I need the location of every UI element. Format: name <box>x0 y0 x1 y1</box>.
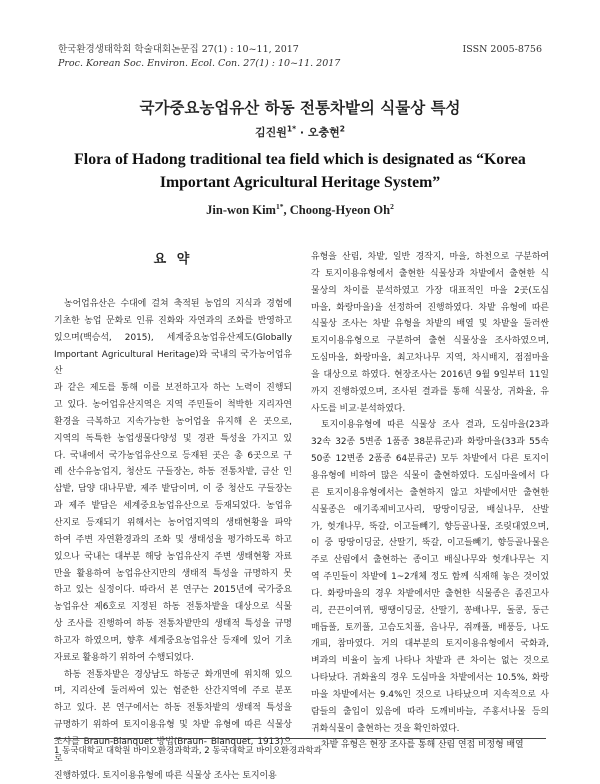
abstract-line: 있으나 국내는 대부분 해당 농업유산지 주변 생태현황 자료 <box>54 551 292 562</box>
abstract-line: 하고 있다. 본 연구에서는 하동 전통차밭의 생태적 특성을 <box>54 703 292 714</box>
abstract-line: 도심마을, 화랑마을, 최고차나무 지역, 차시배지, 점점마을 <box>311 353 549 364</box>
abstract-line: Important Agricultural Heritage)와 국내의 국가농어업유산 <box>54 349 292 377</box>
author-1-en-affil: 1* <box>275 201 284 211</box>
abstract-line: 진행하였다. 토지이용유형에 따른 식물상 조사는 토지이용 <box>54 770 277 781</box>
abstract-line: 물상의 차이를 분석하였고 가장 대표적인 마을 2곳(도심 <box>311 285 549 296</box>
abstract-right-column <box>311 249 549 754</box>
author-2-en: Choong-Hyeon Oh <box>289 203 391 217</box>
author-separator: · <box>296 126 308 139</box>
abstract-line: 산지로 등재되기 위해서는 농어업지역의 생태현황을 파악 <box>54 517 292 528</box>
abstract-line: 리, 끈끈이여뀌, 땡땡이딩굴, 산딸기, 꽁배나무, 돌콩, 둥근 <box>311 605 549 616</box>
author-2-ko: 오충현 <box>307 126 340 139</box>
abstract-line: 과 제주 밭담은 세계중요농업유산으로 등재되었다. 농업유 <box>54 501 292 512</box>
journal-citation-ko: 한국환경생태학회 학술대회논문집 27(1) : 10~11, 2017 <box>58 44 299 55</box>
abstract-line: 마을, 화랑마을)을 선정하여 진행하였다. 차밭 유형에 따른 <box>311 302 549 313</box>
abstract-line: 50종 12변종 2품종 64분류군) 모두 차밭에서 다른 토지이 <box>311 454 549 465</box>
abstract-line: 토지이용유형에 따른 식물상 조사 결과, 도심마을(23과 <box>321 420 549 431</box>
author-1-en: Jin-won Kim <box>206 203 276 217</box>
abstract-line: 귀화식물이 출현하는 것을 확인하였다. <box>311 723 460 734</box>
abstract-line: 농업유산 제6호로 지정된 하동 전통차밭을 대상으로 식물 <box>54 602 292 613</box>
abstract-line: 례 산수유농업지, 청산도 구들장논, 하동 전통차밭, 금산 인 <box>54 467 292 478</box>
abstract-line: 토지이용유형으로 구분하여 출현 식물상을 조사하였으며, <box>311 336 549 347</box>
abstract-line: 하여 주변 자연환경과의 조화 및 생태성을 평가하도록 하고 <box>54 534 292 545</box>
abstract-line: 다. 화랑마을의 경우 차밭에서만 출현한 식물종은 좀진고사 <box>311 588 549 599</box>
abstract-line: 지역의 독특한 농업생물다양성 및 경관 특성을 가지고 있 <box>54 433 292 444</box>
abstract-line: 다. 국내에서 국가농업유산으로 등재된 곳은 총 6곳으로 구 <box>54 450 292 461</box>
abstract-line: 유형을 산림, 차밭, 일반 경작지, 마을, 하천으로 구분하여 <box>311 252 549 262</box>
abstract-line: 벼과의 비율이 높게 나타나 차밭과 큰 차이는 없는 것으로 <box>311 656 549 667</box>
abstract-line: 농어업유산은 수대에 걸쳐 축적된 농업의 지식과 경험에 <box>64 299 292 309</box>
abstract-line: 삼밭, 담양 대나무밭, 제주 밭담이며, 이 중 청산도 구들장논 <box>54 484 292 495</box>
authors-en <box>0 203 600 218</box>
footnote-affiliations: 1 동국대학교 대학원 바이오환경과학과, 2 동국대학교 바이오환경과학과 <box>54 746 322 756</box>
abstract-line: 32속 32종 5변종 1품종 38분류군)과 화랑마을(33과 55속 <box>311 437 549 448</box>
abstract-line: 역 주민들이 차밭에 1~2개체 정도 함께 식재해 놓은 것이었 <box>311 572 549 583</box>
abstract-line: 고 있다. 농어업유산지역은 지역 주민들이 척박한 지리자연 <box>54 400 292 411</box>
abstract-line: 하동 전통차밭은 경상남도 하동군 화개면에 위치해 있으 <box>64 669 292 680</box>
abstract-line: 나타났다. 귀화율의 경우 도심마을 차밭에서는 10.5%, 화랑 <box>311 673 549 684</box>
abstract-line: 자료로 활용하기 위하여 수행되었다. <box>54 652 194 663</box>
abstract-line: 개피, 참마였다. 거의 대부분의 토지이용유형에서 국화과, <box>311 639 549 650</box>
abstract-line: 하고자 하였으며, 향후 세계중요농업유산 등재에 있어 기초 <box>54 635 292 646</box>
abstract-line: 상 조사를 진행하여 하동 전통차밭만의 생태적 특성을 규명 <box>54 619 292 630</box>
abstract-line: 각 토지이용유형에서 출현한 식물상과 차밭에서 출현한 식 <box>311 268 549 279</box>
abstract-line: 차밭 유형은 현장 조사를 통해 산림 연접 비정형 배열 <box>321 740 524 751</box>
abstract-line: 용유형에 비하여 많은 식물이 출현하였다. 도심마을에서 다 <box>311 470 549 481</box>
author-2-en-affil: 2 <box>390 201 394 211</box>
author-separator-en: , <box>283 203 290 217</box>
abstract-line: 주로 산림에서 출현하는 종이고 배실나무와 헛개나무는 지 <box>311 555 549 566</box>
abstract-line: 사도를 비교·분석하였다. <box>311 403 406 414</box>
abstract-line: 을 대상으로 하였다. 현장조사는 2016년 9월 9일부터 11일 <box>311 369 549 380</box>
abstract-line: 만을 활용하여 농업유산지만의 생태적 특성을 규명하지 못 <box>54 568 292 579</box>
abstract-line: 까지 진행하였으며, 조사된 결과를 통해 식물상, 귀화율, 유 <box>311 386 549 397</box>
author-1-ko-affil: 1* <box>286 124 297 134</box>
abstract-line: 른 토지이용유형에서는 출현하지 않고 차밭에서만 출현한 <box>311 487 549 498</box>
abstract-line: 환경을 극복하고 지속가능한 농어업을 유지해 온 곳으로, <box>54 416 292 427</box>
abstract-left-column <box>54 296 292 784</box>
paper-title-ko: 국가중요농업유산 하동 전통차밭의 식물상 특성 <box>139 99 461 117</box>
running-header <box>58 43 542 71</box>
abstract-heading: 요 약 <box>153 252 193 267</box>
abstract-line: 조사를 Braun-Blanquet 방법(Braun- Blanquet, 1913)으로 <box>54 736 292 764</box>
abstract-line: 이 중 땅땅이딩굴, 산딸기, 뚝갈, 이고들빼기, 향등골나물은 <box>311 538 549 549</box>
abstract-line: 며, 지리산에 둘러싸여 있는 험준한 산간지역에 주로 분포 <box>54 686 292 697</box>
footnote-divider <box>54 738 546 739</box>
abstract-line: 있으며(백승석, 2015), 세계중요농업유산제도(Globally <box>54 332 292 343</box>
issn: ISSN 2005-8756 <box>462 44 542 55</box>
abstract-line: 가, 헛개나무, 뚝갈, 이고들빼기, 향등골나물, 조릿대였으며, <box>311 521 549 532</box>
journal-citation-en: Proc. Korean Soc. Environ. Ecol. Con. 27(1) : 10~11. 2017 <box>58 58 341 69</box>
author-1-ko: 김진원 <box>255 126 287 139</box>
authors-ko <box>0 124 600 140</box>
abstract-line: 마을 차밭에서는 9.4%인 것으로 나타났으며 지속적으로 사 <box>311 689 549 700</box>
abstract-line: 매듭풀, 토끼풀, 고슴도치풀, 음나무, 쥐깨풀, 배풍등, 나도 <box>311 622 549 633</box>
abstract-line: 람들의 출입이 있음에 따라 도깨비바늘, 주홍서나물 등의 <box>311 706 549 717</box>
abstract-line: 하고 있는 실정이다. 따라서 본 연구는 2015년에 국가중요 <box>54 585 292 596</box>
abstract-line: 규명하기 위하여 토지이용유형 및 차밭 유형에 따른 식물상 <box>54 720 292 731</box>
abstract-line: 과 같은 제도를 통해 이를 보전하고자 하는 노력이 진행되 <box>54 383 292 394</box>
abstract-line: 식물종은 애기족제비고사리, 땅땅이딩굴, 배실나무, 산발 <box>311 504 549 515</box>
abstract-line: 기초한 농업 문화로 인류 진화와 자연과의 조화를 반영하고 <box>54 315 292 326</box>
author-2-ko-affil: 2 <box>339 124 345 134</box>
abstract-line: 식물상 조사는 차밭 유형을 차밭의 배열 및 차밭을 둘러싼 <box>311 319 549 330</box>
paper-title-en: Flora of Hadong traditional tea field which is designated as “Korea Important Agricultural Heritage System” <box>74 151 526 191</box>
